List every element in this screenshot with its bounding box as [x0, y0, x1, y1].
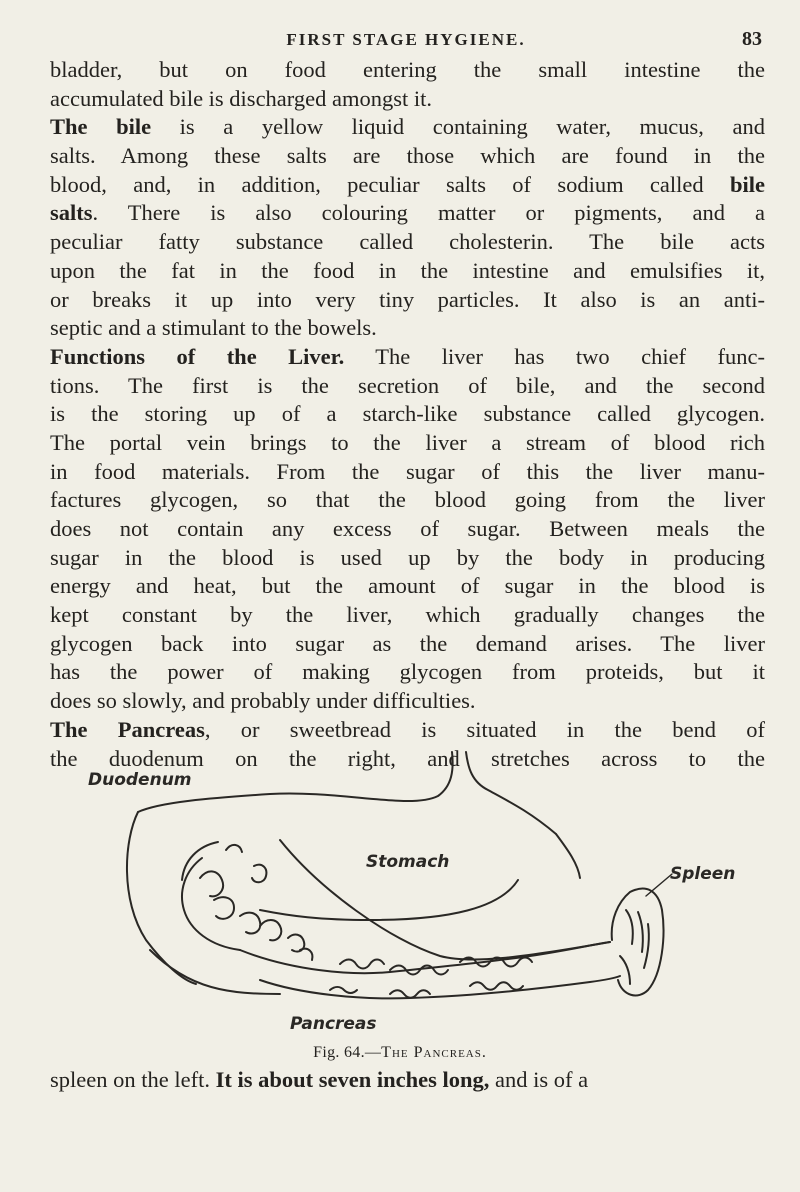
label-pancreas: Pancreas — [290, 1014, 377, 1034]
pancreas-illustration — [90, 750, 750, 1040]
text-line — [50, 716, 765, 745]
page-number: 83 — [742, 28, 762, 50]
figure-caption — [0, 1044, 800, 1062]
text-line: peculiar fatty substance called cholesterin. The bile acts — [50, 229, 765, 255]
term-bile-salts-b: salts — [50, 200, 93, 226]
text-line: does so slowly, and probably under difficulties. — [50, 688, 476, 714]
text-span: The liver has two chief func- — [344, 343, 765, 369]
text-line: accumulated bile is discharged amongst it. — [50, 85, 432, 111]
text-span: , or sweetbread is situated in the bend of — [204, 716, 765, 742]
body-text — [50, 56, 765, 773]
label-stomach: Stomach — [366, 852, 450, 872]
term-bile-salts-a: bile — [703, 171, 765, 197]
text-line — [50, 113, 765, 142]
text-line: tions. The first is the secretion of bile, and the second — [50, 372, 765, 398]
final-text-line — [50, 1066, 765, 1095]
caption-prefix: Fig. 64.— — [313, 1044, 382, 1061]
text-line: salts. Among these salts are those which are found in the — [50, 143, 765, 169]
term-bile: The bile — [50, 114, 152, 140]
text-line: energy and heat, but the amount of sugar in the blood is — [50, 573, 765, 599]
text-line: is the storing up of a starch-like substance called glycogen. — [50, 401, 765, 427]
text-line: upon the fat in the food in the intestine and emulsifies it, — [50, 257, 765, 283]
section-heading-liver: Functions of the Liver. — [50, 343, 345, 369]
text-line — [50, 199, 765, 228]
label-duodenum: Duodenum — [88, 770, 192, 790]
text-span: . There is also colouring matter or pigments, and a — [92, 200, 765, 226]
text-line: or breaks it up into very tiny particles. It also is an anti- — [50, 286, 765, 312]
text-line: factures glycogen, so that the blood going from the liver — [50, 487, 765, 513]
text-line: The portal vein brings to the liver a stream of blood rich — [50, 429, 765, 455]
text-span: blood, and, in addition, peculiar salts of sodium called — [50, 171, 704, 197]
text-line — [50, 343, 765, 372]
running-title: FIRST STAGE HYGIENE. — [286, 30, 526, 49]
caption-title: The Pancreas. — [381, 1044, 487, 1061]
text-line: sugar in the blood is used up by the body in producing — [50, 544, 765, 570]
page-header — [50, 22, 762, 52]
text-line: glycogen back into sugar as the demand arises. The liver — [50, 630, 765, 656]
text-line — [50, 171, 765, 200]
text-span: is a yellow liquid containing water, mucus, and — [151, 114, 765, 140]
text-line: kept constant by the liver, which gradually changes the — [50, 602, 765, 628]
text-line: does not contain any excess of sugar. Between meals the — [50, 516, 765, 541]
text-line: the duodenum on the right, and stretches across to the — [50, 745, 765, 771]
text-span: spleen on the left. — [50, 1067, 216, 1092]
text-span-bold: It is about seven inches long, — [215, 1067, 490, 1092]
text-line: bladder, but on food entering the small intestine the — [50, 57, 765, 82]
text-line: in food materials. From the sugar of this the liver manu- — [50, 458, 765, 484]
text-line: has the power of making glycogen from proteids, but it — [50, 659, 765, 685]
pancreas-figure — [90, 750, 750, 1040]
text-span: and is of a — [489, 1067, 589, 1092]
text-line: septic and a stimulant to the bowels. — [50, 315, 377, 341]
section-heading-pancreas: The Pancreas — [50, 716, 205, 742]
label-spleen: Spleen — [670, 864, 736, 884]
